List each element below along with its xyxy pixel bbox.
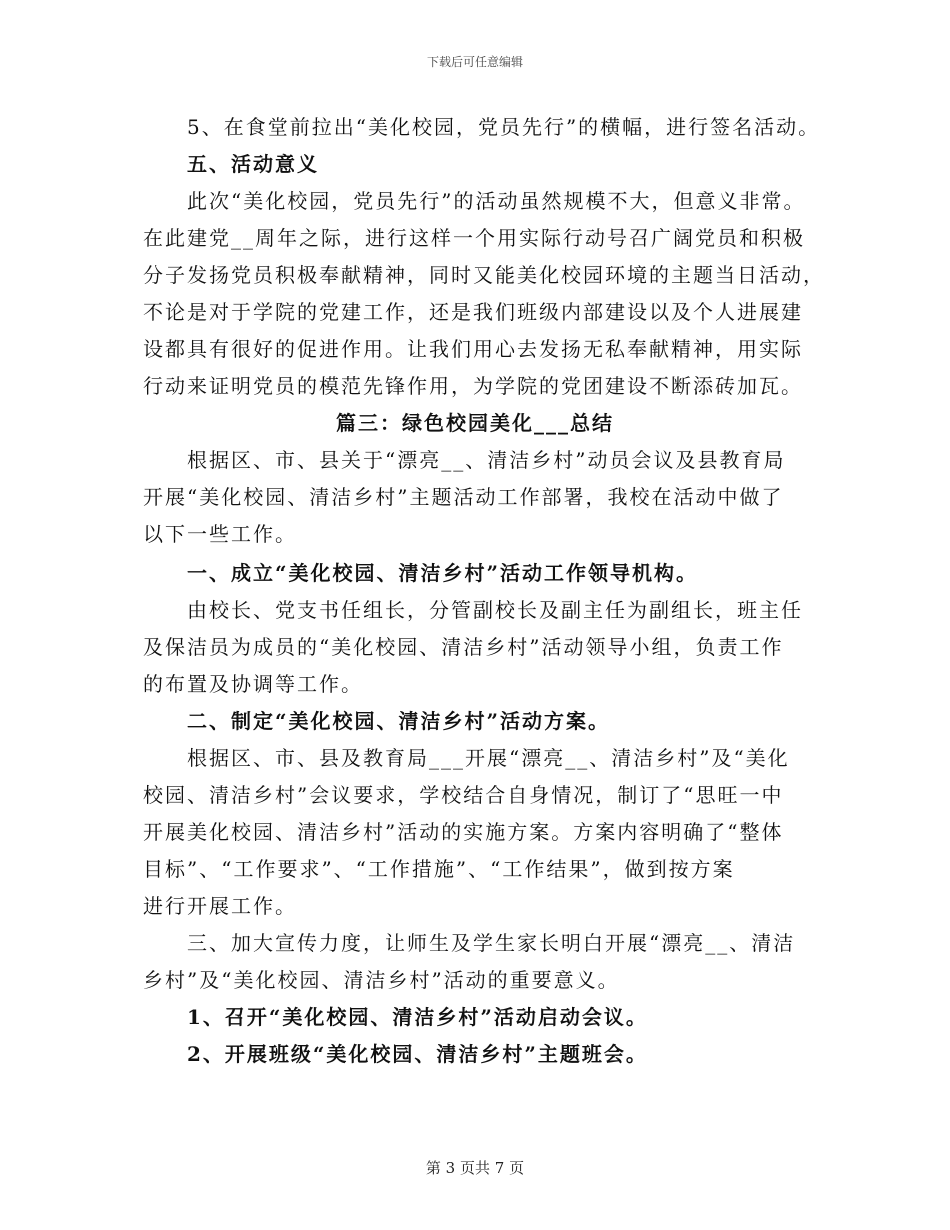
body-line: 在此建党__周年之际，进行这样一个用实际行动号召广阔党员和积极 [143,226,805,250]
section-heading: 1、召开“美化校园、清洁乡村”活动启动会议。 [187,1005,648,1029]
body-line: 分子发扬党员积极奉献精神，同时又能美化校园环境的主题当日活动， [143,263,825,287]
body-line: 的布置及协调等工作。 [143,672,363,696]
section-heading: 一、成立“美化校园、清洁乡村”活动工作领导机构。 [187,561,699,585]
section-heading: 二、制定“美化校园、清洁乡村”活动方案。 [187,709,611,733]
body-line: 根据区、市、县关于“漂亮__、清洁乡村”动员会议及县教育局 [187,448,786,472]
body-line: 行动来证明党员的模范先锋作用，为学院的党团建设不断添砖加瓦。 [143,374,803,398]
body-line: 校园、清洁乡村”会议要求，学校结合自身情况，制订了“思旺一中 [143,783,784,807]
body-line: 根据区、市、县及教育局___开展“漂亮__、清洁乡村”及“美化 [187,746,790,770]
body-line: 由校长、党支书任组长，分管副校长及副主任为副组长，班主任 [187,598,803,622]
article-title: 篇三：绿色校园美化___总结 [336,411,614,435]
body-line: 不论是对于学院的党建工作，还是我们班级内部建设以及个人进展建 [143,300,803,324]
body-line: 以下一些工作。 [143,522,297,546]
body-line: 此次“美化校园，党员先行”的活动虽然规模不大，但意义非常。 [187,189,806,213]
body-line: 5、在食堂前拉出“美化校园，党员先行”的横幅，进行签名活动。 [187,115,821,139]
page-header: 下载后可任意编辑 [426,55,523,69]
section-heading: 2、开展班级“美化校园、清洁乡村”主题班会。 [187,1042,648,1066]
body-line: 三、加大宣传力度，让师生及学生家长明白开展“漂亮__、清洁 [187,931,796,955]
body-line: 及保洁员为成员的“美化校园、清洁乡村”活动领导小组，负责工作 [143,635,784,659]
body-line: 目标”、“工作要求”、“工作措施”、“工作结果”，做到按方案 [143,857,735,881]
body-line: 开展“美化校园、清洁乡村”主题活动工作部署，我校在活动中做了 [143,485,784,509]
body-line: 开展美化校园、清洁乡村”活动的实施方案。方案内容明确了“整体 [143,820,784,844]
body-line: 进行开展工作。 [143,894,297,918]
page-footer: 第 3 页共 7 页 [425,1159,525,1177]
body-line: 乡村”及“美化校园、清洁乡村”活动的重要意义。 [143,968,620,992]
section-heading: 五、活动意义 [187,152,319,176]
body-line: 设都具有很好的促进作用。让我们用心去发扬无私奉献精神，用实际 [143,337,803,361]
